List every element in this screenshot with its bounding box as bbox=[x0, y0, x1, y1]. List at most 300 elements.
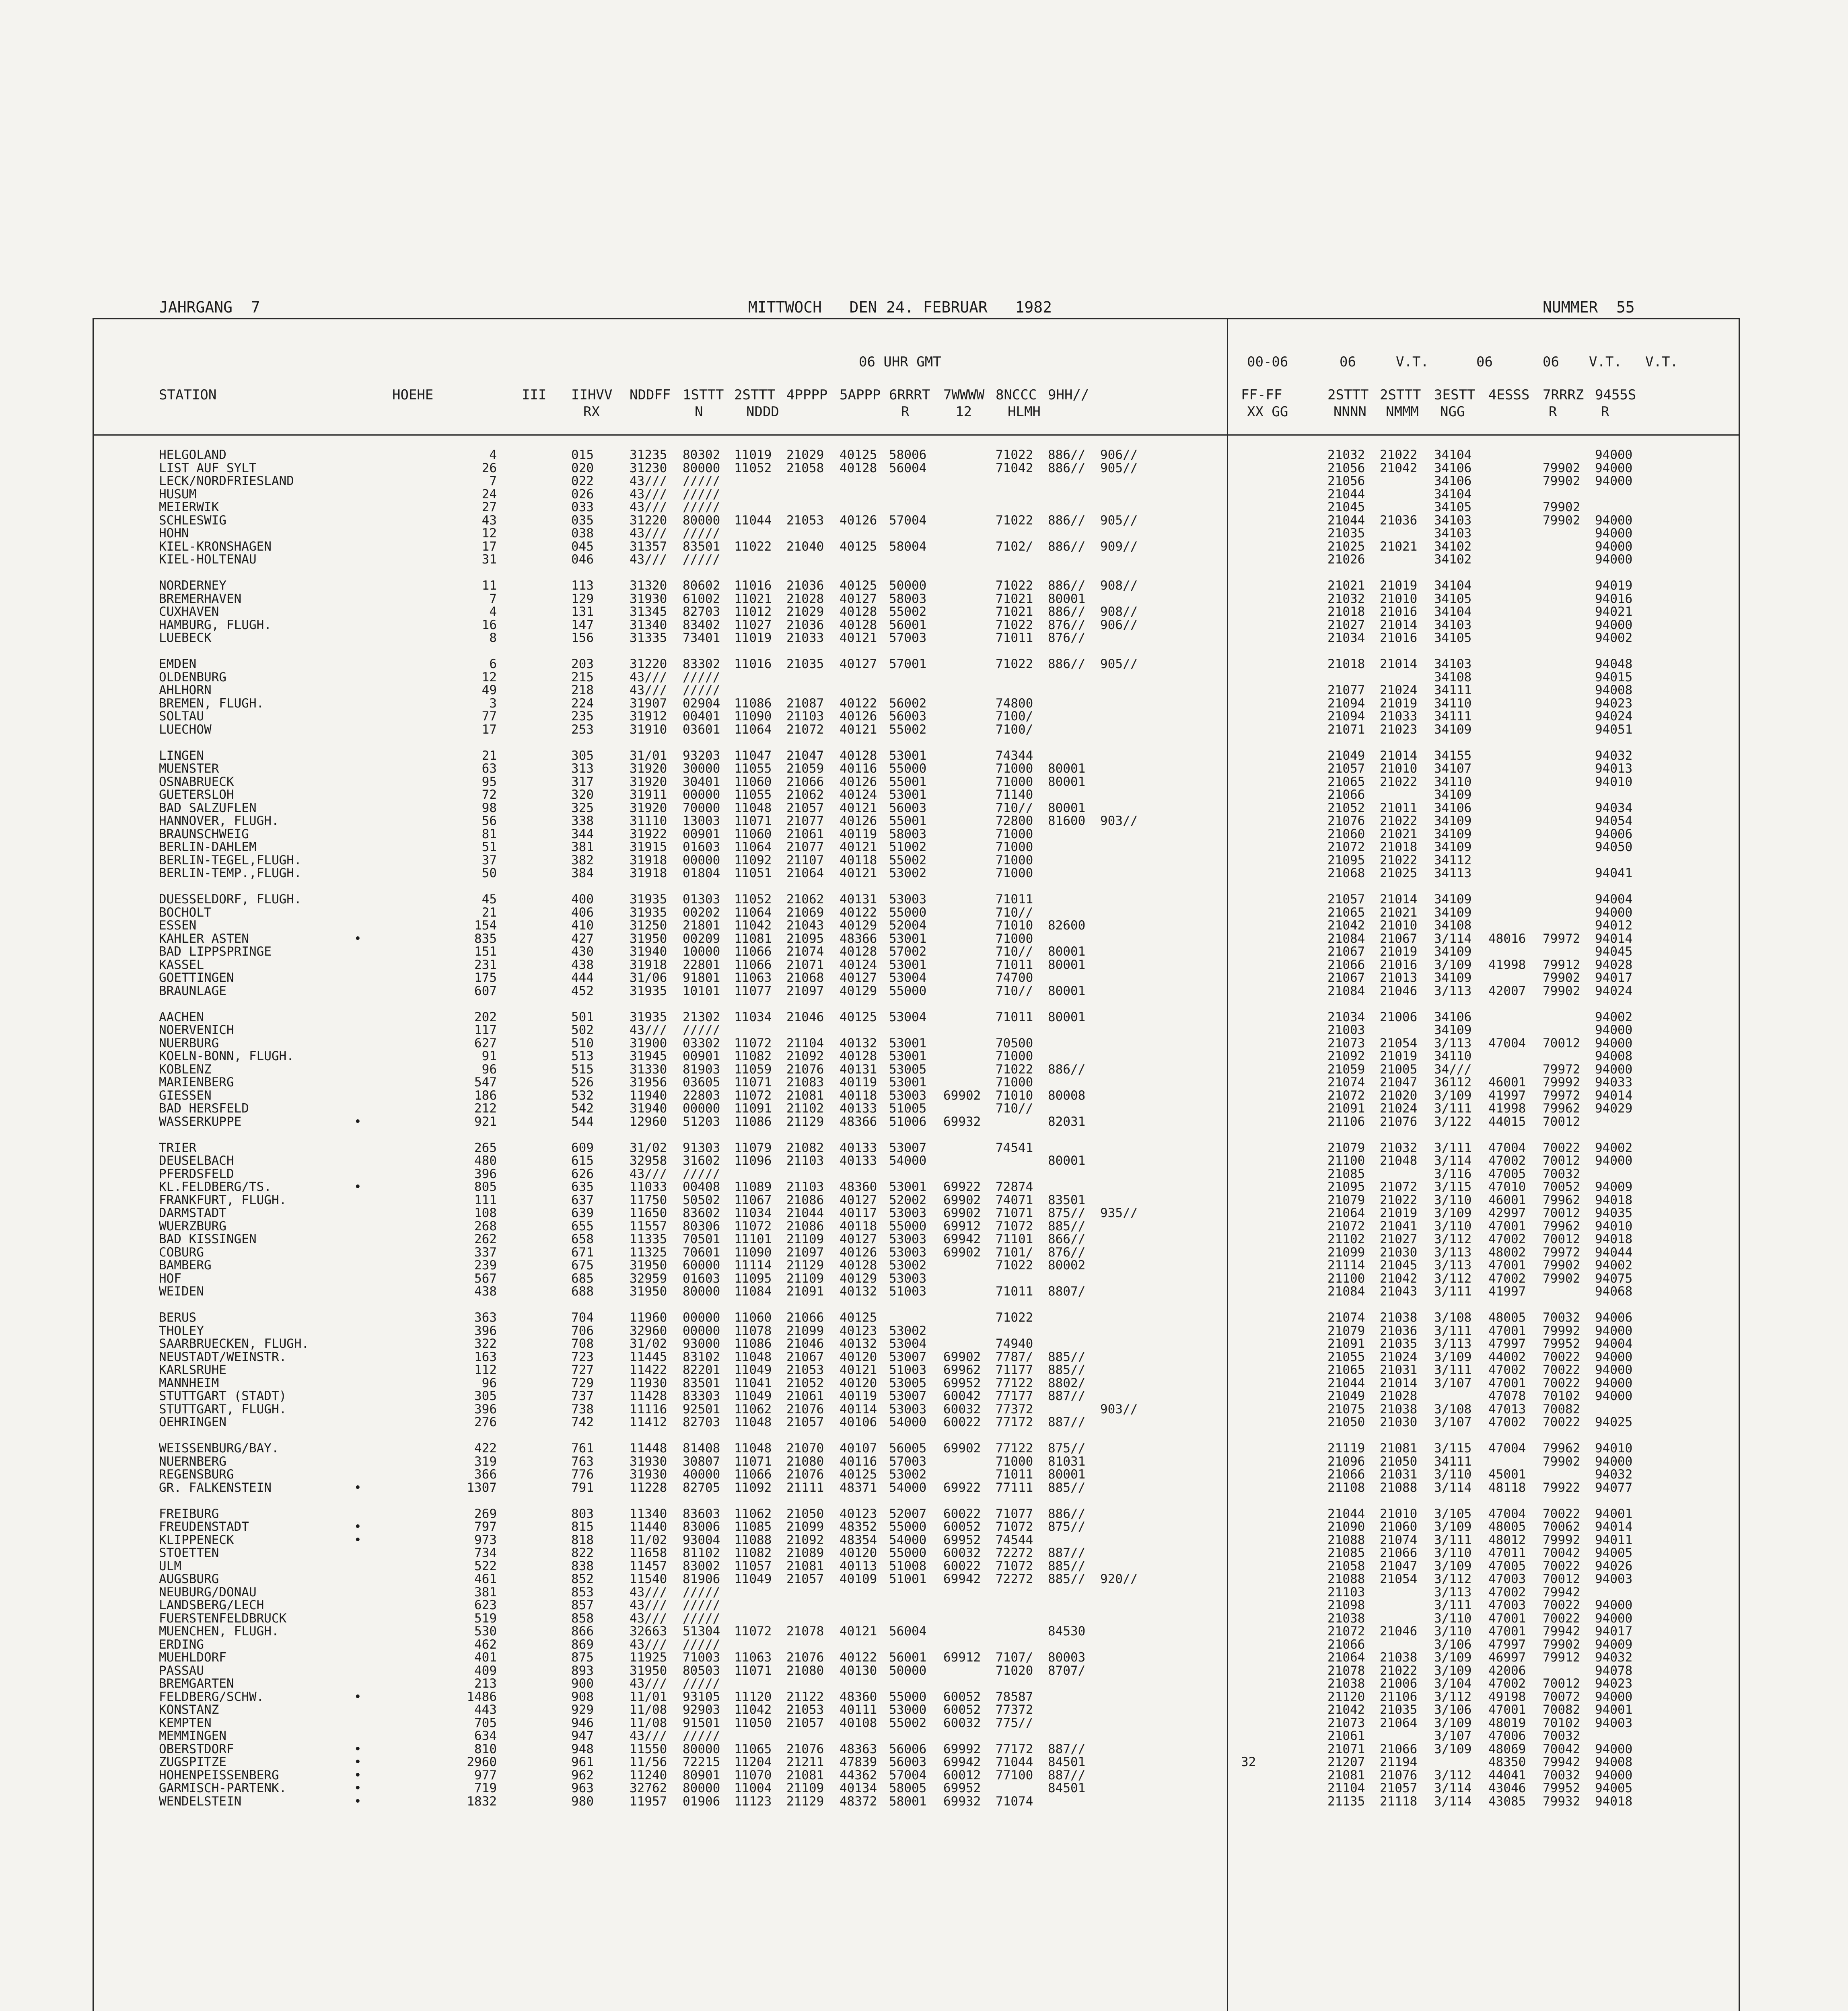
table-cell: 70082 bbox=[1543, 1703, 1580, 1717]
table-cell: 72 bbox=[482, 788, 497, 802]
table-cell: 48360 bbox=[840, 1180, 877, 1194]
table-cell: 11049 bbox=[734, 1572, 772, 1586]
table-cell: 51003 bbox=[889, 1284, 927, 1299]
table-cell: 69912 bbox=[943, 1219, 981, 1234]
station-name: HUSUM bbox=[159, 487, 197, 502]
table-cell: 21026 bbox=[1327, 552, 1365, 567]
table-cell: 21092 bbox=[786, 1533, 824, 1547]
table-cell: 93004 bbox=[683, 1533, 720, 1547]
table-cell: 80008 bbox=[1048, 1088, 1086, 1103]
table-cell: 71010 bbox=[996, 918, 1033, 933]
station-name: BREMERHAVEN bbox=[159, 592, 242, 606]
table-cell: 21129 bbox=[786, 1794, 824, 1809]
table-cell: 908 bbox=[571, 1690, 594, 1704]
table-cell: 34103 bbox=[1434, 513, 1472, 528]
table-cell: 015 bbox=[571, 448, 594, 462]
table-cell: 40127 bbox=[840, 971, 877, 985]
time-right-label: 06 bbox=[1543, 354, 1559, 370]
table-cell: 31320 bbox=[630, 578, 667, 593]
table-cell: 94000 bbox=[1595, 1324, 1633, 1338]
table-cell: 70052 bbox=[1543, 1180, 1580, 1194]
table-cell: 21005 bbox=[1380, 1062, 1418, 1077]
table-cell: 77122 bbox=[996, 1376, 1033, 1390]
table-cell: 96 bbox=[482, 1376, 497, 1390]
table-cell: 71011 bbox=[996, 631, 1033, 645]
table-cell: 53003 bbox=[889, 1271, 927, 1286]
table-cell: 83501 bbox=[683, 539, 720, 554]
table-cell: 94001 bbox=[1595, 1703, 1633, 1717]
table-row bbox=[0, 1546, 1848, 1559]
station-name: BERLIN-TEMP.,FLUGH. bbox=[159, 866, 302, 880]
table-cell: 11091 bbox=[734, 1101, 772, 1116]
table-cell: 11120 bbox=[734, 1690, 772, 1704]
table-cell: 71000 bbox=[996, 1454, 1033, 1469]
table-cell: 60032 bbox=[943, 1716, 981, 1730]
table-cell: 79952 bbox=[1543, 1781, 1580, 1795]
table-cell: 52004 bbox=[889, 918, 927, 933]
table-cell: 83303 bbox=[683, 1389, 720, 1403]
station-name: SAARBRUECKEN, FLUGH. bbox=[159, 1337, 309, 1351]
table-cell: 21103 bbox=[786, 709, 824, 724]
table-cell: 94029 bbox=[1595, 1101, 1633, 1116]
table-cell: 11960 bbox=[630, 1310, 667, 1325]
table-cell: 21019 bbox=[1380, 696, 1418, 711]
table-cell: 47001 bbox=[1488, 1611, 1526, 1626]
station-name: WUERZBURG bbox=[159, 1219, 226, 1234]
table-cell: 21081 bbox=[786, 1559, 824, 1573]
table-cell: 21119 bbox=[1327, 1441, 1365, 1456]
table-cell: 34104 bbox=[1434, 487, 1472, 502]
table-cell: 363 bbox=[474, 1310, 497, 1325]
table-row bbox=[0, 1076, 1848, 1089]
table-cell: 30000 bbox=[683, 761, 720, 776]
table-row bbox=[0, 1089, 1848, 1102]
table-cell: 948 bbox=[571, 1742, 594, 1756]
table-cell: 77 bbox=[482, 709, 497, 724]
table-cell: 21106 bbox=[1327, 1114, 1365, 1129]
table-row bbox=[0, 1363, 1848, 1376]
table-cell: 71021 bbox=[996, 605, 1033, 619]
table-cell: 21076 bbox=[1380, 1114, 1418, 1129]
table-row bbox=[0, 514, 1848, 527]
table-cell: 21021 bbox=[1380, 539, 1418, 554]
table-cell: 71000 bbox=[996, 775, 1033, 789]
station-name: FELDBERG/SCHW. bbox=[159, 1690, 264, 1704]
mountain-station-marker: • bbox=[354, 1533, 362, 1547]
table-cell: 43 bbox=[482, 513, 497, 528]
table-cell: 83603 bbox=[683, 1507, 720, 1521]
table-cell: 02904 bbox=[683, 696, 720, 711]
table-row bbox=[0, 1677, 1848, 1690]
table-cell: 3/107 bbox=[1434, 1729, 1472, 1743]
table-cell: 885// bbox=[1048, 1363, 1086, 1377]
table-cell: 94026 bbox=[1595, 1559, 1633, 1573]
table-cell: 21042 bbox=[1327, 918, 1365, 933]
table-cell: 21006 bbox=[1380, 1676, 1418, 1691]
table-cell: 21044 bbox=[1327, 1507, 1365, 1521]
station-name: LINGEN bbox=[159, 748, 204, 763]
table-cell: 56002 bbox=[889, 696, 927, 711]
mountain-station-marker: • bbox=[354, 1794, 362, 1809]
table-cell: 94000 bbox=[1595, 1742, 1633, 1756]
table-cell: 70032 bbox=[1543, 1768, 1580, 1783]
table-cell: 40118 bbox=[840, 1088, 877, 1103]
table-cell: 94017 bbox=[1595, 1624, 1633, 1639]
table-cell: 94011 bbox=[1595, 1533, 1633, 1547]
table-cell: 502 bbox=[571, 1023, 594, 1037]
table-cell: 31940 bbox=[630, 1101, 667, 1116]
table-cell: 31110 bbox=[630, 814, 667, 828]
station-name: ZUGSPITZE bbox=[159, 1755, 226, 1769]
table-cell: 46001 bbox=[1488, 1075, 1526, 1090]
table-cell: 80001 bbox=[1048, 761, 1086, 776]
table-row bbox=[0, 1168, 1848, 1180]
table-cell: 40120 bbox=[840, 1350, 877, 1364]
table-cell: 21049 bbox=[1327, 1389, 1365, 1403]
table-cell: 21035 bbox=[786, 657, 824, 671]
table-cell: 11066 bbox=[734, 1467, 772, 1482]
table-cell: 40116 bbox=[840, 1454, 877, 1469]
table-cell: 83602 bbox=[683, 1206, 720, 1220]
table-row bbox=[0, 1154, 1848, 1167]
table-cell: 21097 bbox=[786, 1245, 824, 1260]
table-cell: 94005 bbox=[1595, 1546, 1633, 1560]
table-cell: 21032 bbox=[1380, 1141, 1418, 1155]
table-cell: 32960 bbox=[630, 1324, 667, 1338]
table-cell: 876// bbox=[1048, 618, 1086, 632]
table-cell: 71022 bbox=[996, 618, 1033, 632]
table-cell: 344 bbox=[571, 827, 594, 841]
table-cell: 94024 bbox=[1595, 709, 1633, 724]
table-cell: 34109 bbox=[1434, 814, 1472, 828]
table-row bbox=[0, 788, 1848, 801]
table-cell: 94018 bbox=[1595, 1193, 1633, 1207]
table-cell: 3/109 bbox=[1434, 958, 1472, 972]
table-cell: 40109 bbox=[840, 1572, 877, 1586]
table-cell: 21076 bbox=[786, 1650, 824, 1665]
table-cell: 11445 bbox=[630, 1350, 667, 1364]
table-cell: 57004 bbox=[889, 1768, 927, 1783]
station-name: ULM bbox=[159, 1559, 181, 1573]
table-row bbox=[0, 448, 1848, 461]
table-cell: 3/111 bbox=[1434, 1363, 1472, 1377]
table-cell: 21046 bbox=[786, 1337, 824, 1351]
table-cell: 40123 bbox=[840, 1507, 877, 1521]
table-cell: 7787/ bbox=[996, 1350, 1033, 1364]
table-cell: 21032 bbox=[1327, 448, 1365, 462]
table-cell: 21056 bbox=[1327, 461, 1365, 475]
table-cell: 34104 bbox=[1434, 605, 1472, 619]
table-cell: 11064 bbox=[734, 840, 772, 854]
table-cell: 53002 bbox=[889, 866, 927, 880]
table-cell: 21047 bbox=[786, 748, 824, 763]
table-cell: 80001 bbox=[1048, 1467, 1086, 1482]
mountain-station-marker: • bbox=[354, 1742, 362, 1756]
table-cell: 729 bbox=[571, 1376, 594, 1390]
table-cell: 21077 bbox=[786, 814, 824, 828]
table-cell: 3/111 bbox=[1434, 1533, 1472, 1547]
table-cell: 93203 bbox=[683, 748, 720, 763]
table-cell: 32762 bbox=[630, 1781, 667, 1795]
right-header-sub: NGG bbox=[1440, 404, 1465, 420]
table-cell: 11052 bbox=[734, 461, 772, 475]
table-cell: 544 bbox=[571, 1114, 594, 1129]
table-cell: 70012 bbox=[1543, 1232, 1580, 1246]
table-cell: 903// bbox=[1100, 814, 1138, 828]
table-cell: 70032 bbox=[1543, 1167, 1580, 1181]
table-cell: 55000 bbox=[889, 1219, 927, 1234]
table-cell: 60022 bbox=[943, 1507, 981, 1521]
station-name: KLIPPENECK bbox=[159, 1533, 234, 1547]
table-cell: 94000 bbox=[1595, 1598, 1633, 1612]
table-cell: 31930 bbox=[630, 1467, 667, 1482]
table-cell: 43/// bbox=[630, 474, 667, 488]
table-cell: 396 bbox=[474, 1324, 497, 1338]
station-name: OLDENBURG bbox=[159, 670, 226, 685]
table-cell: 47010 bbox=[1488, 1180, 1526, 1194]
table-cell: 21033 bbox=[1380, 709, 1418, 724]
table-cell: 42997 bbox=[1488, 1206, 1526, 1220]
table-cell: 21 bbox=[482, 905, 497, 920]
table-cell: 71022 bbox=[996, 578, 1033, 593]
table-cell: 94013 bbox=[1595, 761, 1633, 776]
table-cell: 21057 bbox=[786, 801, 824, 815]
table-cell: 909// bbox=[1100, 539, 1138, 554]
table-cell: 94006 bbox=[1595, 827, 1633, 841]
table-cell: 21038 bbox=[1380, 1402, 1418, 1417]
table-cell: 1307 bbox=[467, 1480, 497, 1495]
table-cell: 627 bbox=[474, 1036, 497, 1051]
table-cell: 77111 bbox=[996, 1480, 1033, 1495]
table-row bbox=[0, 1586, 1848, 1599]
table-cell: ///// bbox=[683, 1676, 720, 1691]
station-name: GOETTINGEN bbox=[159, 971, 234, 985]
table-cell: 515 bbox=[571, 1062, 594, 1077]
table-cell: 908// bbox=[1100, 578, 1138, 593]
station-name: NEUSTADT/WEINSTR. bbox=[159, 1350, 287, 1364]
table-cell: 31930 bbox=[630, 1454, 667, 1469]
table-cell: 55000 bbox=[889, 905, 927, 920]
table-cell: 31357 bbox=[630, 539, 667, 554]
table-cell: 51203 bbox=[683, 1114, 720, 1129]
table-cell: 56001 bbox=[889, 618, 927, 632]
table-cell: 117 bbox=[474, 1023, 497, 1037]
station-name: SCHLESWIG bbox=[159, 513, 226, 528]
table-cell: 31935 bbox=[630, 905, 667, 920]
table-cell: 94000 bbox=[1595, 539, 1633, 554]
table-cell: 71000 bbox=[996, 931, 1033, 946]
table-cell: 3/109 bbox=[1434, 1716, 1472, 1730]
table-cell: 31940 bbox=[630, 944, 667, 959]
table-cell: 43/// bbox=[630, 552, 667, 567]
table-cell: ///// bbox=[683, 1023, 720, 1037]
table-cell: 94009 bbox=[1595, 1637, 1633, 1652]
table-cell: 21066 bbox=[1380, 1742, 1418, 1756]
table-cell: 886// bbox=[1048, 513, 1086, 528]
table-cell: 34103 bbox=[1434, 526, 1472, 541]
table-cell: 026 bbox=[571, 487, 594, 502]
table-cell: 71177 bbox=[996, 1363, 1033, 1377]
table-row bbox=[0, 762, 1848, 775]
table-cell: 94050 bbox=[1595, 840, 1633, 854]
table-cell: 71021 bbox=[996, 592, 1033, 606]
table-cell: 21074 bbox=[1327, 1310, 1365, 1325]
table-cell: 57004 bbox=[889, 513, 927, 528]
table-cell: 11086 bbox=[734, 696, 772, 711]
table-cell: 27 bbox=[482, 500, 497, 514]
station-name: ERDING bbox=[159, 1637, 204, 1652]
station-name: KARLSRUHE bbox=[159, 1363, 226, 1377]
table-cell: 21027 bbox=[1327, 618, 1365, 632]
table-row bbox=[0, 710, 1848, 723]
table-cell: 40128 bbox=[840, 1258, 877, 1273]
table-cell: 71000 bbox=[996, 866, 1033, 880]
mountain-station-marker: • bbox=[354, 1781, 362, 1795]
table-cell: 40134 bbox=[840, 1781, 877, 1795]
table-cell: 21060 bbox=[1380, 1520, 1418, 1534]
table-cell: 32 bbox=[1241, 1755, 1256, 1769]
table-cell: 21014 bbox=[1380, 748, 1418, 763]
table-cell: 21095 bbox=[1327, 1180, 1365, 1194]
table-cell: 547 bbox=[474, 1075, 497, 1090]
table-cell: 21088 bbox=[1327, 1533, 1365, 1547]
table-cell: 34113 bbox=[1434, 866, 1472, 880]
table-cell: 40111 bbox=[840, 1703, 877, 1717]
table-cell: 973 bbox=[474, 1533, 497, 1547]
table-cell: 41997 bbox=[1488, 1088, 1526, 1103]
right-header-sub: NMMM bbox=[1386, 404, 1419, 420]
table-cell: 21029 bbox=[786, 448, 824, 462]
table-cell: 886// bbox=[1048, 539, 1086, 554]
table-row bbox=[0, 1651, 1848, 1664]
table-cell: 775// bbox=[996, 1716, 1033, 1730]
station-name: BRAUNSCHWEIG bbox=[159, 827, 249, 841]
table-cell: 21066 bbox=[1327, 1467, 1365, 1482]
table-cell: 805 bbox=[474, 1180, 497, 1194]
table-cell: 11084 bbox=[734, 1284, 772, 1299]
station-name: KL.FELDBERG/TS. bbox=[159, 1180, 272, 1194]
table-cell: 40118 bbox=[840, 1219, 877, 1234]
table-cell: 47001 bbox=[1488, 1624, 1526, 1639]
table-cell: 8802/ bbox=[1048, 1376, 1086, 1390]
table-cell: 21066 bbox=[1327, 788, 1365, 802]
table-cell: 80000 bbox=[683, 461, 720, 475]
table-cell: 70022 bbox=[1543, 1559, 1580, 1573]
table-cell: 21057 bbox=[786, 1572, 824, 1586]
table-cell: 21129 bbox=[786, 1114, 824, 1129]
table-cell: 82031 bbox=[1048, 1114, 1086, 1129]
table-cell: 70022 bbox=[1543, 1141, 1580, 1155]
table-cell: 47002 bbox=[1488, 1585, 1526, 1600]
table-cell: 53001 bbox=[889, 1036, 927, 1051]
table-cell: 40133 bbox=[840, 1154, 877, 1168]
table-cell: 21031 bbox=[1380, 1467, 1418, 1482]
table-cell: 70500 bbox=[996, 1036, 1033, 1051]
table-cell: 81600 bbox=[1048, 814, 1086, 828]
table-cell: 69952 bbox=[943, 1376, 981, 1390]
table-cell: 567 bbox=[474, 1271, 497, 1286]
table-cell: 381 bbox=[571, 840, 594, 854]
table-cell: 53001 bbox=[889, 788, 927, 802]
table-cell: 21086 bbox=[786, 1193, 824, 1207]
table-row bbox=[0, 1285, 1848, 1298]
table-cell: 21084 bbox=[1327, 1284, 1365, 1299]
table-cell: 21108 bbox=[1327, 1480, 1365, 1495]
table-cell: 40126 bbox=[840, 513, 877, 528]
table-cell: 21022 bbox=[1380, 448, 1418, 462]
station-name: BAD LIPPSPRINGE bbox=[159, 944, 272, 959]
table-cell: 21077 bbox=[786, 840, 824, 854]
table-cell: 80001 bbox=[1048, 775, 1086, 789]
table-cell: 11067 bbox=[734, 1193, 772, 1207]
table-cell: 7 bbox=[489, 474, 497, 488]
table-cell: 3/112 bbox=[1434, 1572, 1472, 1586]
table-cell: 82201 bbox=[683, 1363, 720, 1377]
table-cell: 79972 bbox=[1543, 1245, 1580, 1260]
table-cell: 11658 bbox=[630, 1546, 667, 1560]
code-header-sub: NDDD bbox=[746, 404, 779, 420]
table-row bbox=[0, 1115, 1848, 1128]
table-cell: 886// bbox=[1048, 448, 1086, 462]
table-cell: 40126 bbox=[840, 709, 877, 724]
table-cell: 34105 bbox=[1434, 592, 1472, 606]
table-cell: 94014 bbox=[1595, 1088, 1633, 1103]
table-cell: 11650 bbox=[630, 1206, 667, 1220]
code-header: 9HH// bbox=[1048, 387, 1089, 403]
table-cell: 81906 bbox=[683, 1572, 720, 1586]
table-cell: 31918 bbox=[630, 866, 667, 880]
table-row bbox=[0, 605, 1848, 618]
station-name: LIST AUF SYLT bbox=[159, 461, 257, 475]
station-name: FRANKFURT, FLUGH. bbox=[159, 1193, 287, 1207]
table-cell: 70022 bbox=[1543, 1363, 1580, 1377]
table-cell: 31/02 bbox=[630, 1337, 667, 1351]
table-cell: 21062 bbox=[786, 788, 824, 802]
table-cell: 32663 bbox=[630, 1624, 667, 1639]
table-cell: 80901 bbox=[683, 1768, 720, 1783]
table-cell: 48002 bbox=[1488, 1245, 1526, 1260]
table-cell: 704 bbox=[571, 1310, 594, 1325]
table-cell: 47003 bbox=[1488, 1572, 1526, 1586]
table-cell: 53003 bbox=[889, 892, 927, 907]
table-cell: 905// bbox=[1100, 657, 1138, 671]
table-cell: 40121 bbox=[840, 1624, 877, 1639]
table-cell: 21064 bbox=[1327, 1206, 1365, 1220]
table-cell: 34109 bbox=[1434, 905, 1472, 920]
table-cell: 11055 bbox=[734, 761, 772, 776]
table-cell: 48069 bbox=[1488, 1742, 1526, 1756]
table-cell: 40129 bbox=[840, 918, 877, 933]
table-cell: 94004 bbox=[1595, 1337, 1633, 1351]
table-cell: 40120 bbox=[840, 1546, 877, 1560]
table-cell: 94014 bbox=[1595, 931, 1633, 946]
station-name: BRAUNLAGE bbox=[159, 984, 226, 998]
table-cell: 56003 bbox=[889, 709, 927, 724]
table-cell: 21 bbox=[482, 748, 497, 763]
table-cell: 60032 bbox=[943, 1546, 981, 1560]
table-cell: 3/111 bbox=[1434, 1101, 1472, 1116]
table-cell: 203 bbox=[571, 657, 594, 671]
table-cell: 79972 bbox=[1543, 931, 1580, 946]
table-cell: 11072 bbox=[734, 1036, 772, 1051]
station-name: GUETERSLOH bbox=[159, 788, 234, 802]
table-cell: 55000 bbox=[889, 1690, 927, 1704]
table-cell: 69922 bbox=[943, 1480, 981, 1495]
table-cell: 11042 bbox=[734, 918, 772, 933]
table-cell: 21066 bbox=[786, 1310, 824, 1325]
table-cell: 21022 bbox=[1380, 1193, 1418, 1207]
table-cell: 94068 bbox=[1595, 1284, 1633, 1299]
